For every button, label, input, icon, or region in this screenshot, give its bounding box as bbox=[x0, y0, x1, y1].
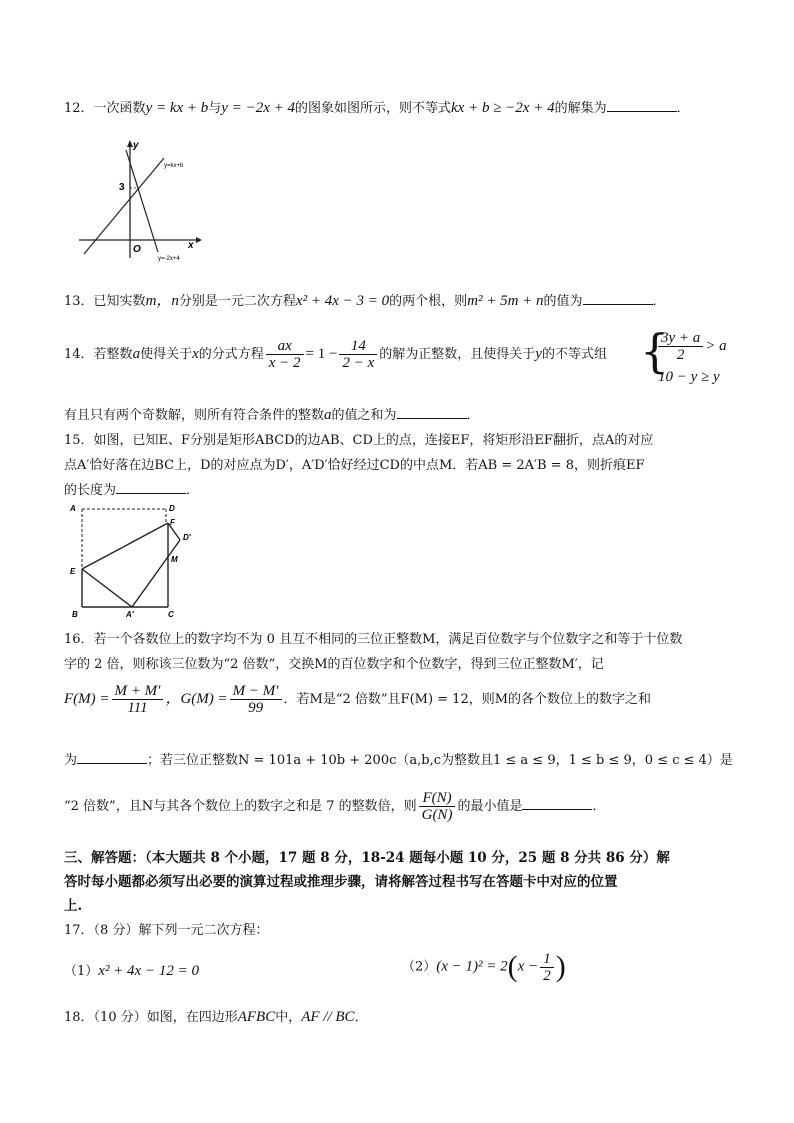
q15-label-E: E bbox=[70, 567, 76, 576]
q17-fraction-half: $\frac{1}{2}$ bbox=[540, 951, 554, 984]
q12-x-arrow bbox=[196, 237, 202, 243]
q12-label-y: y bbox=[133, 140, 139, 151]
q17-title: 17．（8 分）解下列一元二次方程： bbox=[64, 923, 269, 938]
q14-line2: 有且只有两个奇数解，则所有符合条件的整数a的值之和为 ． bbox=[64, 407, 480, 423]
q15-label-D: D bbox=[169, 504, 175, 513]
q16-line3: F(M) = $\frac{M + M'}{111}$ ，G(M) = $\frac{M - M'}{99}$ ．若M是“2 倍数”且F(M) = 12，则M的各个数位上的数字之和 bbox=[64, 683, 652, 716]
q12-text: 12．一次函数y = kx + b与y = −2x + 4的图象如图所示，则不等式kx + b ≥ −2x + 4的解集为 ． bbox=[64, 100, 690, 116]
q12-label-x: x bbox=[188, 240, 194, 251]
q12-label-line2: y=-2x+4 bbox=[158, 256, 180, 262]
q15-edge-EA' bbox=[82, 569, 132, 607]
section3-line1: 三、解答题：（本大题共 8 个小题，17 题 8 分，18-24 题每小题 10 分，25 题 8 分共 86 分）解 bbox=[64, 850, 670, 866]
q17-part1: （1）x² + 4x − 12 = 0 bbox=[64, 963, 199, 979]
q13-text: 13．已知实数m，n分别是一元二次方程x² + 4x − 3 = 0的两个根，则m² + 5m + n的值为 ． bbox=[64, 293, 666, 309]
q12-graph bbox=[74, 140, 204, 265]
q16-line2: 字的 2 倍，则称该三位数为“2 倍数”，交换M的百位数字和个位数字，得到三位正整数M′，记 bbox=[64, 657, 604, 672]
q16-answer-blank-2[interactable] bbox=[522, 797, 592, 810]
q14-line1: 14．若整数a使得关于x的分式方程 $\frac{ax}{x - 2}$ = 1 − $\frac{14}{2 - x}$ 的解为正整数，且使得关于y的不等式组 bbox=[64, 338, 607, 371]
q16-answer-blank-1[interactable] bbox=[77, 751, 147, 764]
q12-answer-blank[interactable] bbox=[607, 99, 677, 112]
q12-label-origin: O bbox=[133, 244, 141, 255]
q17-part2: （2）(x − 1)² = 2(x − $\frac{1}{2}$ ) bbox=[402, 950, 566, 984]
q15-line3: 的长度为 ． bbox=[64, 483, 200, 498]
q15-answer-blank[interactable] bbox=[116, 481, 186, 494]
q12-label-line1: y=kx+b bbox=[164, 163, 184, 169]
q16-line4: 为 ；若三位正整数N = 101a + 10b + 200c（a,b,c为整数且1 ≤ a ≤ 9，1 ≤ b ≤ 9，0 ≤ c ≤ 4）是 bbox=[64, 753, 733, 768]
q16-line1: 16．若一个各数位上的数字均不为 0 且互不相同的三位正整数M，满足百位数字与个位数字之和等于十位数 bbox=[64, 632, 683, 647]
q12-line-neg2x-4 bbox=[126, 150, 158, 252]
q14-fraction-ax: $\frac{ax}{x - 2}$ bbox=[266, 338, 304, 371]
q14-fraction-14: $\frac{14}{2 - x}$ bbox=[339, 338, 377, 371]
q15-label-C: C bbox=[168, 610, 174, 619]
q15-label-Dprime: D′ bbox=[183, 533, 191, 542]
q16-line5: “2 倍数”，且N与其各个数位上的数字之和是 7 的整数倍，则 $\frac{F(N)}{G(N)}$ 的最小值是 ． bbox=[64, 790, 606, 823]
q14-system-row1: $\frac{3y + a}{2}$ > a bbox=[656, 330, 727, 363]
q12-label-3: 3 bbox=[119, 182, 125, 193]
q14-answer-blank[interactable] bbox=[397, 406, 467, 419]
q15-label-A: A bbox=[70, 504, 76, 513]
q16-fraction-G: $\frac{M - M'}{99}$ bbox=[230, 683, 282, 716]
q15-label-M: M bbox=[171, 555, 178, 564]
q15-line1: 15．如图，已知E、F分别是矩形ABCD的边AB、CD上的点，连接EF，将矩形沿EF翻折，点A的对应 bbox=[64, 433, 654, 448]
q15-line2: 点A′恰好落在边BC上，D的对应点为D′，A′D′恰好经过CD的中点M．若AB = 2A′B = 8，则折痕EF bbox=[64, 458, 645, 473]
q15-label-B: B bbox=[72, 610, 78, 619]
q15-crease-EF bbox=[82, 523, 168, 569]
q15-figure bbox=[64, 500, 210, 622]
q14-system-row2: 10 − y ≥ y bbox=[658, 369, 720, 385]
q13-answer-blank[interactable] bbox=[583, 292, 653, 305]
section3-line3: 上. bbox=[64, 898, 83, 914]
section3-line2: 答时每小题都必须写出必要的演算过程或推理步骤，请将解答过程书写在答题卡中对应的位置 bbox=[64, 874, 618, 890]
q18-text: 18．（10 分）如图，在四边形AFBC中，AF // BC． bbox=[64, 1009, 368, 1025]
q15-label-F: F bbox=[170, 518, 175, 527]
q15-label-Aprime: A′ bbox=[126, 610, 134, 619]
q16-fraction-F: $\frac{M + M'}{111}$ bbox=[112, 683, 164, 716]
q15-edge-A'D' bbox=[132, 540, 180, 607]
q16-fraction-ratio: $\frac{F(N)}{G(N)}$ bbox=[419, 790, 456, 823]
q14-brace: { bbox=[640, 324, 670, 378]
